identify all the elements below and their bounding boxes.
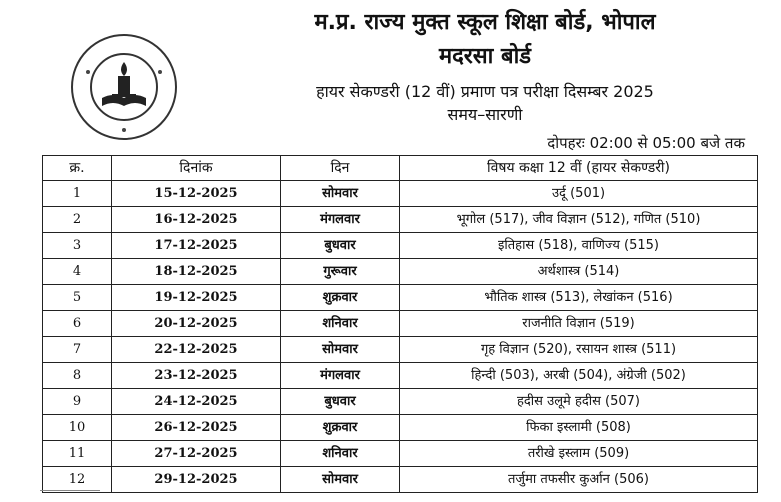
table-row <box>43 259 758 285</box>
row-subject: हदीस उलूमे हदीस (507) <box>400 389 758 415</box>
table-row <box>43 311 758 337</box>
row-day: सोमवार <box>281 181 400 207</box>
row-serial: 6 <box>43 311 112 337</box>
row-subject: उर्दू (501) <box>400 181 758 207</box>
row-serial: 12 <box>43 467 112 493</box>
table-row <box>43 363 758 389</box>
row-date: 16-12-2025 <box>112 207 281 233</box>
row-subject: भूगोल (517), जीव विज्ञान (512), गणित (510) <box>400 207 758 233</box>
table-row <box>43 233 758 259</box>
row-serial: 11 <box>43 441 112 467</box>
table-row <box>43 415 758 441</box>
row-serial: 4 <box>43 259 112 285</box>
row-serial: 8 <box>43 363 112 389</box>
row-subject: फिका इस्लामी (508) <box>400 415 758 441</box>
row-serial: 2 <box>43 207 112 233</box>
row-subject: इतिहास (518), वाणिज्य (515) <box>400 233 758 259</box>
row-day: शनिवार <box>281 441 400 467</box>
timetable-heading: समय–सारणी <box>447 105 523 124</box>
row-serial: 1 <box>43 181 112 207</box>
row-day: बुधवार <box>281 389 400 415</box>
board-logo <box>68 32 180 142</box>
row-day: सोमवार <box>281 467 400 493</box>
row-date: 17-12-2025 <box>112 233 281 259</box>
row-serial: 9 <box>43 389 112 415</box>
table-row <box>43 441 758 467</box>
header-day: दिन <box>281 156 400 181</box>
row-subject: गृह विज्ञान (520), रसायन शास्त्र (511) <box>400 337 758 363</box>
row-day: शुक्रवार <box>281 415 400 441</box>
seal-icon <box>68 32 180 142</box>
row-subject: राजनीति विज्ञान (519) <box>400 311 758 337</box>
row-day: मंगलवार <box>281 207 400 233</box>
row-date: 18-12-2025 <box>112 259 281 285</box>
row-date: 27-12-2025 <box>112 441 281 467</box>
row-date: 26-12-2025 <box>112 415 281 441</box>
row-day: सोमवार <box>281 337 400 363</box>
bottom-edge-mark <box>40 490 100 491</box>
row-date: 20-12-2025 <box>112 311 281 337</box>
row-subject: भौतिक शास्त्र (513), लेखांकन (516) <box>400 285 758 311</box>
header-serial: क्र. <box>43 156 112 181</box>
row-subject: हिन्दी (503), अरबी (504), अंग्रेजी (502) <box>400 363 758 389</box>
row-serial: 7 <box>43 337 112 363</box>
board-title: म.प्र. राज्य मुक्त स्कूल शिक्षा बोर्ड, भोपाल <box>314 10 656 35</box>
row-date: 15-12-2025 <box>112 181 281 207</box>
madarsa-board-title: मदरसा बोर्ड <box>438 44 532 69</box>
table-row <box>43 285 758 311</box>
exam-title: हायर सेकण्डरी (12 वीं) प्रमाण पत्र परीक्षा दिसम्बर 2025 <box>316 82 654 101</box>
row-date: 24-12-2025 <box>112 389 281 415</box>
exam-schedule-table <box>42 155 758 493</box>
exam-timing: दोपहरः 02:00 से 05:00 बजे तक <box>547 134 745 152</box>
row-date: 29-12-2025 <box>112 467 281 493</box>
row-day: बुधवार <box>281 233 400 259</box>
table-row <box>43 181 758 207</box>
header-date: दिनांक <box>112 156 281 181</box>
row-date: 23-12-2025 <box>112 363 281 389</box>
table-row <box>43 337 758 363</box>
row-serial: 10 <box>43 415 112 441</box>
row-day: मंगलवार <box>281 363 400 389</box>
row-day: गुरूवार <box>281 259 400 285</box>
table-header-row <box>43 156 758 181</box>
table-row <box>43 207 758 233</box>
row-date: 22-12-2025 <box>112 337 281 363</box>
row-day: शुक्रवार <box>281 285 400 311</box>
row-serial: 3 <box>43 233 112 259</box>
row-date: 19-12-2025 <box>112 285 281 311</box>
row-day: शनिवार <box>281 311 400 337</box>
table-row <box>43 467 758 493</box>
row-serial: 5 <box>43 285 112 311</box>
row-subject: तर्जुमा तफसीर कुर्आन (506) <box>400 467 758 493</box>
table-row <box>43 389 758 415</box>
row-subject: अर्थशास्त्र (514) <box>400 259 758 285</box>
header-subject: विषय कक्षा 12 वीं (हायर सेकण्डरी) <box>400 156 758 181</box>
row-subject: तरीखे इस्लाम (509) <box>400 441 758 467</box>
